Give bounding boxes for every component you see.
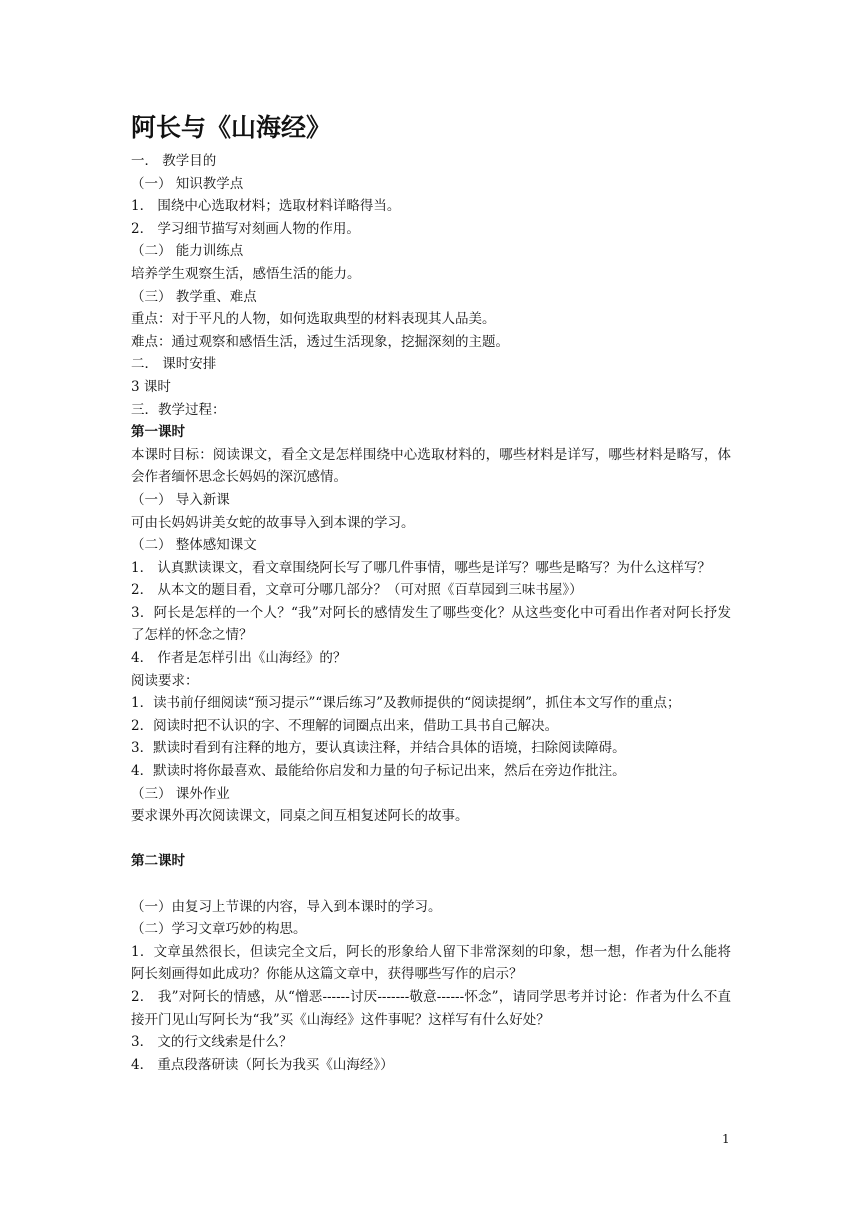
text-line: 三．教学过程： — [131, 401, 226, 418]
text-line: 重点：对于平凡的人物，如何选取典型的材料表现其人品美。 — [131, 311, 496, 328]
text-line: 4． 作者是怎样引出《山海经》的？ — [131, 650, 347, 667]
text-line: 要求课外再次阅读课文，同桌之间互相复述阿长的故事。 — [131, 808, 469, 825]
text-line: 难点：通过观察和感悟生活，透过生活现象，挖掘深刻的主题。 — [131, 333, 509, 350]
text-line: 阅读要求： — [131, 672, 199, 689]
text-line: 3 课时 — [131, 378, 171, 395]
text-line: 二． 课时安排 — [131, 356, 217, 373]
text-line: 本课时目标：阅读课文，看全文是怎样围绕中心选取材料的，哪些材料是详写，哪些材料是略写，体会作者缅怀思念长妈妈的深沉感情。 — [131, 446, 731, 486]
text-line: 3．默读时看到有注释的地方，要认真读注释，并结合具体的语境，扫除阅读障碍。 — [131, 740, 626, 757]
text-line: （一） 知识教学点 — [131, 175, 244, 192]
text-line: 1． 围绕中心选取材料；选取材料详略得当。 — [131, 198, 401, 215]
text-line: 一． 教学目的 — [131, 153, 217, 169]
text-line: 可由长妈妈讲美女蛇的故事导入到本课的学习。 — [131, 514, 415, 531]
blank-line — [131, 828, 731, 851]
text-line: （二）学习文章巧妙的构思。 — [131, 921, 307, 938]
text-line: （三） 教学重、难点 — [131, 288, 257, 305]
text-line: （一）由复习上节课的内容，导入到本课时的学习。 — [131, 898, 442, 915]
text-line: 4．默读时将你最喜欢、最能给你启发和力量的句子标记出来，然后在旁边作批注。 — [131, 763, 626, 780]
text-line: 2． 学习细节描写对刻画人物的作用。 — [131, 220, 360, 237]
text-line: 4． 重点段落研读（阿长为我买《山海经》） — [131, 1056, 394, 1073]
text-line: 2． 从本文的题目看，文章可分哪几部分？（可对照《百草园到三味书屋》） — [131, 582, 583, 599]
section-heading: 第二课时 — [131, 853, 185, 870]
text-line: 1．读书前仔细阅读“预习提示”“课后练习”及教师提供的“阅读提纲”，抓住本文写作的重点； — [131, 695, 681, 712]
text-line: （三） 课外作业 — [131, 785, 230, 802]
text-line: 培养学生观察生活，感悟生活的能力。 — [131, 265, 361, 282]
text-line: （二） 能力训练点 — [131, 243, 244, 260]
text-line: 2．阅读时把不认识的字、不理解的词圈点出来，借助工具书自己解决。 — [131, 717, 559, 734]
text-line: 1．文章虽然很长，但读完全文后，阿长的形象给人留下非常深刻的印象，想一想，作者为什么能将阿长刻画得如此成功？你能从这篇文章中，获得哪些写作的启示？ — [131, 943, 731, 983]
document-body — [131, 110, 731, 1076]
page-number: 1 — [722, 1132, 730, 1146]
page-title: 阿长与《山海经》 — [131, 113, 332, 142]
text-line: （二） 整体感知课文 — [131, 537, 257, 554]
section-heading: 第一课时 — [131, 424, 185, 441]
text-line: 2． 我”对阿长的情感，从“憎恶------讨厌-------敬意------怀念”，请同学思考并讨论：作者为什么不直接开门见山写阿长为“我”买《山海经》这件事呢？这样写有什么好处？ — [131, 988, 731, 1028]
text-line: 3．阿长是怎样的一个人？“我”对阿长的感情发生了哪些变化？从这些变化中可看出作者对阿长抒发了怎样的怀念之情？ — [131, 604, 731, 644]
text-line: 1． 认真默读课文，看文章围绕阿长写了哪几件事情，哪些是详写？哪些是略写？为什么这样写？ — [131, 559, 711, 576]
blank-line — [131, 873, 731, 896]
text-line: 3． 文的行文线索是什么？ — [131, 1034, 293, 1051]
text-line: （一） 导入新课 — [131, 491, 230, 508]
